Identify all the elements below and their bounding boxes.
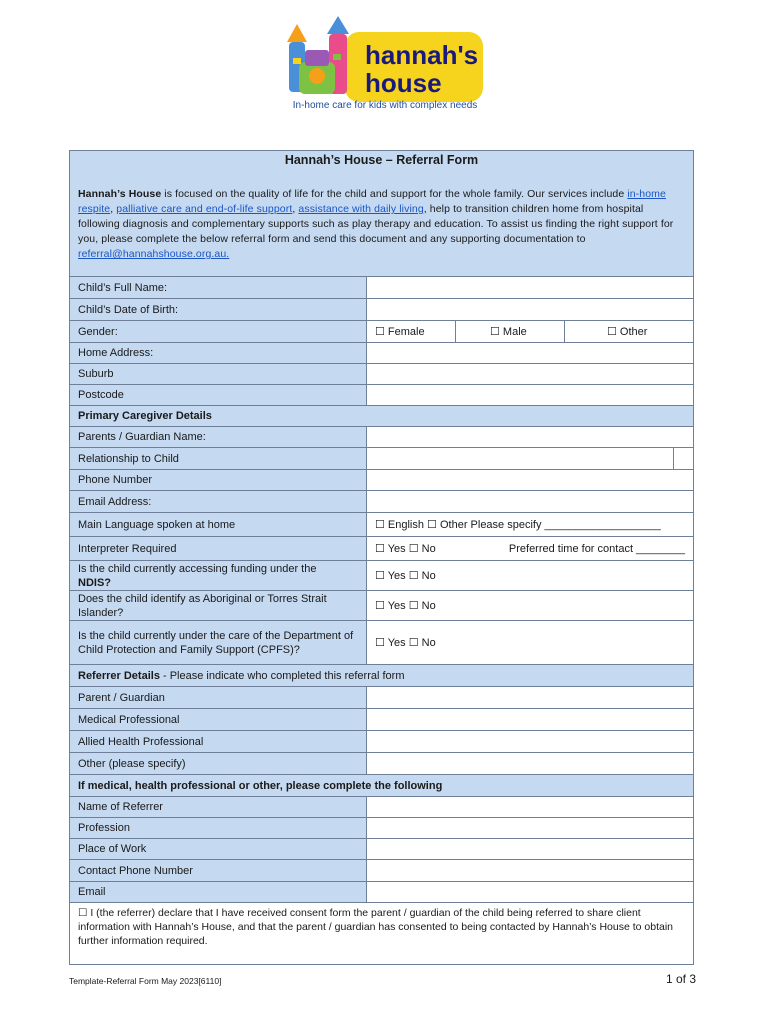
field-email[interactable] [367, 882, 694, 903]
ndis-options[interactable]: ☐ Yes ☐ No [367, 561, 694, 591]
form-header [70, 151, 694, 277]
field-contact-phone[interactable] [367, 860, 694, 882]
field-parent-guardian[interactable] [367, 687, 694, 709]
form-intro: Hannah’s House is focused on the quality of life for the child and support for the whole family. Our services include in-home respite, palliative care and end-of-life support, assistance with daily living, help to transition children home from hospital following diagnosis and complementary supports such as play therapy and education. To assist us finding the right support for you, please complete the below referral form and send this document and any supporting documentation to referral@hannahshouse.org.au. [78, 188, 674, 260]
label-relationship: Relationship to Child [70, 448, 367, 470]
link-palliative-care[interactable]: palliative care and end-of-life support [116, 203, 293, 215]
hannahs-house-logo [283, 14, 485, 114]
label-child-name: Child’s Full Name: [70, 277, 367, 299]
interpreter-yesno[interactable]: ☐ Yes ☐ No [375, 542, 436, 555]
referral-form [69, 150, 694, 965]
label-parents-name: Parents / Guardian Name: [70, 427, 367, 448]
logo-text-1: hannah's [365, 40, 479, 70]
label-gender: Gender: [70, 321, 367, 343]
label-interpreter: Interpreter Required [70, 537, 367, 561]
preferred-time[interactable]: Preferred time for contact ________ [508, 542, 685, 555]
link-in-home-respite[interactable]: in-home respite [78, 188, 666, 215]
cpfs-options[interactable]: ☐ Yes ☐ No [367, 621, 694, 665]
footer-template: Template-Referral Form May 2023[6110] [69, 976, 222, 986]
gender-male-checkbox[interactable]: ☐ Male [456, 321, 565, 343]
field-relationship[interactable] [367, 448, 694, 470]
field-name-referrer[interactable] [367, 797, 694, 818]
label-profession: Profession [70, 818, 367, 839]
field-other-specify[interactable] [367, 753, 694, 775]
link-assistance-daily-living[interactable]: assistance with daily living [298, 203, 424, 215]
field-child-dob[interactable] [367, 299, 694, 321]
label-place-of-work: Place of Work [70, 839, 367, 860]
label-home-address: Home Address: [70, 343, 367, 364]
label-parent-guardian: Parent / Guardian [70, 687, 367, 709]
section-referrer-details: Referrer Details - Please indicate who completed this referral form [70, 665, 694, 687]
section-primary-caregiver: Primary Caregiver Details [70, 406, 694, 427]
field-child-name[interactable] [367, 277, 694, 299]
label-phone: Phone Number [70, 470, 367, 491]
label-other-specify: Other (please specify) [70, 753, 367, 775]
section-if-medical: If medical, health professional or other, please complete the following [70, 775, 694, 797]
gender-female-checkbox[interactable]: ☐ Female [367, 321, 456, 343]
label-aboriginal: Does the child identify as Aboriginal or Torres Strait Islander? [70, 591, 367, 621]
field-parents-name[interactable] [367, 427, 694, 448]
link-referral-email[interactable]: referral@hannahshouse.org.au. [78, 248, 230, 260]
field-medical-professional[interactable] [367, 709, 694, 731]
field-profession[interactable] [367, 818, 694, 839]
field-email-address[interactable] [367, 491, 694, 513]
label-email-address: Email Address: [70, 491, 367, 513]
gender-other-checkbox[interactable]: ☐ Other [565, 321, 694, 343]
label-email: Email [70, 882, 367, 903]
field-allied-health[interactable] [367, 731, 694, 753]
logo-text-2: house [365, 68, 442, 98]
interpreter-options[interactable] [367, 537, 694, 561]
label-ndis: Is the child currently accessing funding under the NDIS? [70, 561, 367, 591]
form-title: Hannah’s House – Referral Form [284, 153, 479, 167]
label-allied-health: Allied Health Professional [70, 731, 367, 753]
language-options[interactable]: ☐ English ☐ Other Please specify ___________________ [367, 513, 694, 537]
label-postcode: Postcode [70, 385, 367, 406]
label-main-language: Main Language spoken at home [70, 513, 367, 537]
label-name-referrer: Name of Referrer [70, 797, 367, 818]
field-place-of-work[interactable] [367, 839, 694, 860]
label-medical-professional: Medical Professional [70, 709, 367, 731]
logo-tagline: In-home care for kids with complex needs [292, 100, 478, 111]
field-postcode[interactable] [367, 385, 694, 406]
label-cpfs: Is the child currently under the care of the Department of Child Protection and Family Support (CPFS)? [70, 621, 367, 665]
field-phone[interactable] [367, 470, 694, 491]
label-child-dob: Child’s Date of Birth: [70, 299, 367, 321]
aboriginal-options[interactable]: ☐ Yes ☐ No [367, 591, 694, 621]
field-suburb[interactable] [367, 364, 694, 385]
declaration-checkbox[interactable]: ☐ I (the referrer) declare that I have received consent form the parent / guardian of the child being referred to share client information with Hannah’s House, and that the parent / guardian has consented to being contacted by Hannah’s House to obtain further information required. [70, 903, 694, 965]
label-suburb: Suburb [70, 364, 367, 385]
label-contact-phone: Contact Phone Number [70, 860, 367, 882]
field-home-address[interactable] [367, 343, 694, 364]
page-number: 1 of 3 [666, 972, 697, 986]
